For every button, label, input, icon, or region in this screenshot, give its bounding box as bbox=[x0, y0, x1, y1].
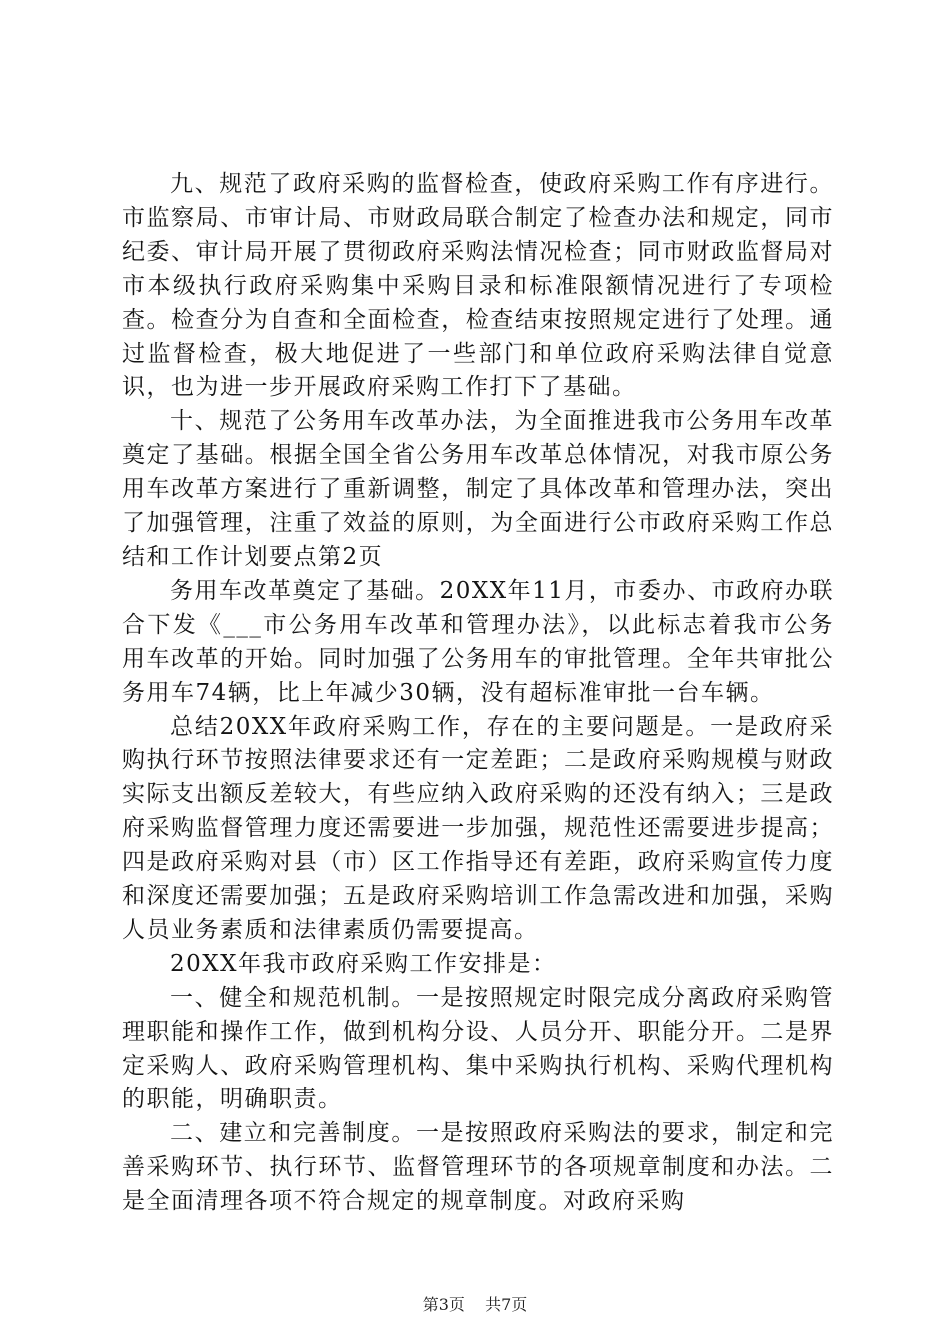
page-total: 共7页 bbox=[485, 1295, 528, 1314]
paragraph-vehicle-reform-continued: 务用车改革奠定了基础。20XX年11月，市委办、市政府办联合下发《___市公务用车改革和管理办法》，以此标志着我市公务用车改革的开始。同时加强了公务用车的审批管理。全年共审批公务用车74辆，比上年减少30辆，没有超标准审批一台车辆。 bbox=[122, 577, 834, 706]
document-body bbox=[122, 168, 834, 1219]
paragraph-supervision: 九、规范了政府采购的监督检查，使政府采购工作有序进行。市监察局、市审计局、市财政局联合制定了检查办法和规定，同市纪委、审计局开展了贯彻政府采购法情况检查；同市财政监督局对市本级执行政府采购集中采购目录和标准限额情况进行了专项检查。检查分为自查和全面检查，检查结束按照规定进行了处理。通过监督检查，极大地促进了一些部门和单位政府采购法律自觉意识，也为进一步开展政府采购工作打下了基础。 bbox=[122, 171, 834, 401]
paragraph-system: 二、建立和完善制度。一是按照政府采购法的要求，制定和完善采购环节、执行环节、监督管理环节的各项规章制度和办法。二是全面清理各项不符合规定的规章制度。对政府采购 bbox=[122, 1120, 834, 1215]
page-number: 第3页 bbox=[422, 1295, 465, 1314]
paragraph-work-arrangement-heading: 20XX年我市政府采购工作安排是： bbox=[170, 950, 557, 977]
paragraph-vehicle-reform: 十、规范了公务用车改革办法，为全面推进我市公务用车改革奠定了基础。根据全国全省公务用车改革总体情况，对我市原公务用车改革方案进行了重新调整，制定了具体改革和管理办法，突出了加强管理，注重了效益的原则，为全面进行公市政府采购工作总结和工作计划要点第2页 bbox=[122, 408, 834, 570]
page-footer bbox=[0, 1292, 950, 1315]
paragraph-problems-summary: 总结20XX年政府采购工作，存在的主要问题是。一是政府采购执行环节按照法律要求还有一定差距；二是政府采购规模与财政实际支出额反差较大，有些应纳入政府采购的还没有纳入；三是政府采购监督管理力度还需要进一步加强，规范性还需要进步提高；四是政府采购对县（市）区工作指导还有差距，政府采购宣传力度和深度还需要加强；五是政府采购培训工作急需改进和加强，采购人员业务素质和法律素质仍需要提高。 bbox=[122, 713, 834, 943]
paragraph-mechanism: 一、健全和规范机制。一是按照规定时限完成分离政府采购管理职能和操作工作，做到机构分设、人员分开、职能分开。二是界定采购人、政府采购管理机构、集中采购执行机构、采购代理机构的职能，明确职责。 bbox=[122, 984, 834, 1113]
